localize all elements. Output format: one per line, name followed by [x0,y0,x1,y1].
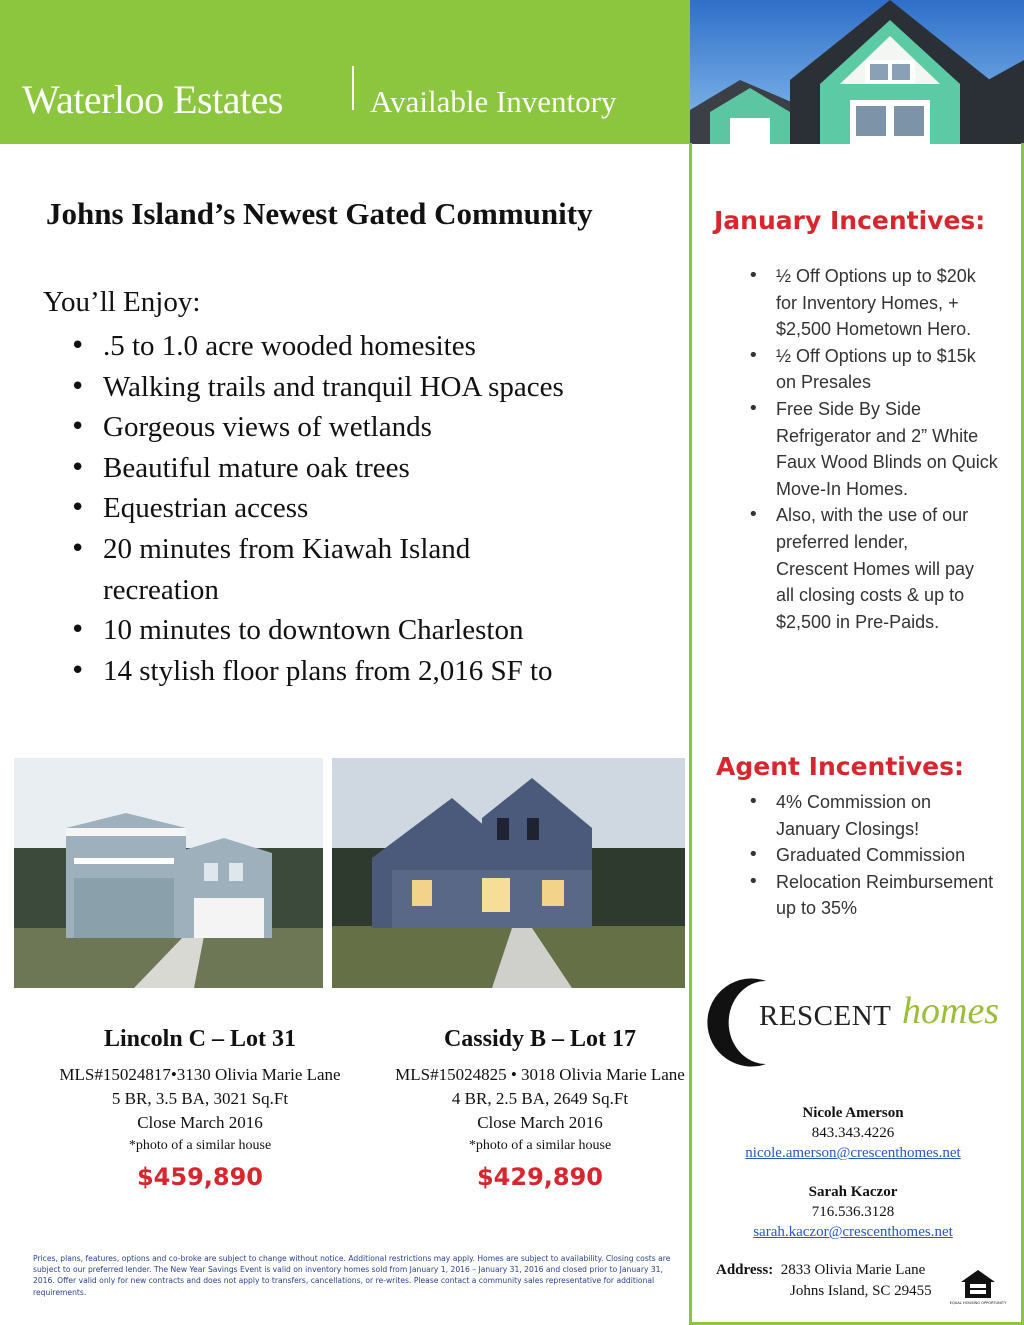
logo-wordmark: RESCENT [759,1000,892,1032]
listing-specs: 4 BR, 2.5 BA, 2649 Sq.Ft [451,1089,629,1108]
feature-item: • Beautiful mature oak trees [70,448,670,489]
incentive-item: • Free Side By Side Refrigerator and 2” White Faux Wood Blinds on Quick Move-In Homes. [748,396,998,502]
listing-close: Close March 2016 [137,1113,263,1132]
header-divider [352,66,354,110]
feature-item: • .5 to 1.0 acre wooded homesites [70,326,670,367]
contact-phone: 716.536.3128 [811,1204,895,1220]
address-line2: Johns Island, SC 29455 [790,1283,932,1299]
incentive-item: • ½ Off Options up to $20k for Inventory Homes, + $2,500 Hometown Hero. [748,263,998,343]
contact-nicole [700,1103,1006,1163]
listing-specs: 5 BR, 3.5 BA, 3021 Sq.Ft [111,1089,289,1108]
incentive-item: • Also, with the use of our preferred lender, Crescent Homes will pay all closing costs & up to $2,500 in Pre-Paids. [748,502,983,635]
address-line1: 2833 Olivia Marie Lane [780,1262,926,1278]
feature-item: • 20 minutes from Kiawah Island recreation [70,529,540,610]
contact-phone: 843.343.4226 [811,1125,895,1141]
community-address [716,1260,932,1302]
listing-note: *photo of a similar house [468,1138,612,1153]
enjoy-label: You’ll Enjoy: [43,286,201,318]
contact-sarah [700,1182,1006,1242]
feature-list [70,326,670,691]
feature-item: • Gorgeous views of wetlands [70,407,670,448]
cassidy-house-photo [332,758,685,988]
equal-housing-icon [949,1268,1007,1308]
contact-name: Sarah Kaczor [808,1184,898,1200]
listing-mls: MLS#15024817•3130 Olivia Marie Lane [59,1065,341,1084]
listing-price: $459,890 [136,1163,263,1191]
header-subtitle: Available Inventory [370,84,617,119]
agent-incentive-item: • 4% Commission on January Closings! [748,789,968,842]
eho-caption: EQUAL HOUSING OPPORTUNITY [949,1301,1007,1305]
listing-title: Lincoln C – Lot 31 [103,1026,297,1052]
january-incentives-list [748,263,998,635]
listing-close: Close March 2016 [477,1113,603,1132]
feature-item: • Equestrian access [70,488,670,529]
feature-item: • 14 stylish floor plans from 2,016 SF to [70,651,670,692]
incentive-item: • ½ Off Options up to $15k on Presales [748,343,998,396]
january-incentives-heading: January Incentives: [714,206,986,235]
listing-title: Cassidy B – Lot 17 [443,1026,637,1052]
contact-email-link[interactable]: nicole.amerson@crescenthomes.net [745,1145,961,1161]
agent-incentives-list [748,789,998,922]
crescent-homes-logo [722,975,1000,1070]
disclaimer-text: Prices, plans, features, options and co-broke are subject to change without notice. Additional restrictions may apply. Homes are subject to availability. Closing costs are subject to our preferred lender. The New Year Savings Event is valid on inventory homes sold from January 1, 2016 – January 31, 2016 and closed prior to January 31, 2016. Offer valid only for new contracts and does not apply to transfers, cancellations, or re-writes. Please contact a community sales representative for additional requirements. [33,1254,671,1297]
feature-item: • Walking trails and tranquil HOA spaces [70,367,670,408]
listing-note: *photo of a similar house [128,1138,272,1153]
header-banner [0,0,690,144]
listing-cassidy [350,1026,730,1191]
feature-item: • 10 minutes to downtown Charleston [70,610,670,651]
agent-incentives-heading: Agent Incentives: [716,752,964,781]
listing-price: $429,890 [476,1163,603,1191]
contact-email-link[interactable]: sarah.kaczor@crescenthomes.net [753,1224,953,1240]
listing-mls: MLS#15024825 • 3018 Olivia Marie Lane [395,1065,685,1084]
address-label: Address: [716,1262,774,1278]
listing-lincoln [10,1026,390,1191]
agent-incentive-item: • Graduated Commission [748,842,998,869]
contact-name: Nicole Amerson [802,1105,904,1121]
logo-script: homes [902,990,1000,1032]
brand-title: Waterloo Estates [22,77,283,122]
page-headline: Johns Island’s Newest Gated Community [46,196,593,231]
agent-incentive-item: • Relocation Reimbursement up to 35% [748,869,998,922]
hero-house-image [690,0,1024,144]
lincoln-house-photo [14,758,323,988]
